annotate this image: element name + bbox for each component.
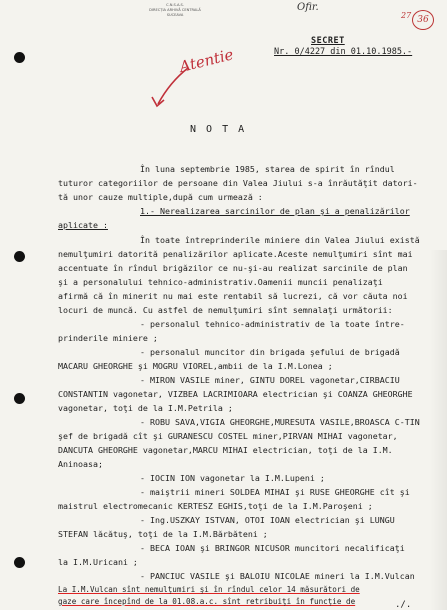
- text-line: Aninoasa;: [58, 459, 103, 469]
- text-line: MACARU GHEORGHE şi MOGRU VIOREL,ambii de la I.M.Lonea ;: [58, 361, 333, 371]
- stamp-line: C.N.S.A.S.: [166, 3, 184, 7]
- page-number-aux: 27: [401, 11, 412, 20]
- text-line: În toate întreprinderile miniere din Valea Jiului există: [140, 235, 420, 245]
- text-line: afirmă că în minerit nu mai este rentabil să lucrezi, că vor căuta noi: [58, 291, 408, 301]
- continuation-mark: ./.: [395, 600, 412, 610]
- text-line: la I.M.Uricani ;: [58, 557, 138, 567]
- stamp-line: DIRECȚIA ARHIVĂ CENTRALĂ: [149, 8, 201, 12]
- highlighted-line: gaze care începînd de la 01.08.a.c. sînt retribuiţi în funcţie de: [58, 597, 356, 606]
- text-line: - personalul tehnico-administrativ de la toate între-: [140, 319, 405, 329]
- stamp-line: SUCEAVA: [166, 13, 184, 17]
- text-line: - PANCIUC VASILE şi BALOIU NICOLAE mineri la I.M.Vulcan: [140, 571, 415, 581]
- handwritten-annotation: Atentie: [177, 45, 236, 76]
- text-line: şef de brigadă cît şi GURANESCU COSTEL miner,PIRVAN MIHAI vagonetar,: [58, 431, 398, 441]
- handwritten-note: Ofir.: [297, 2, 319, 13]
- text-line: În luna septembrie 1985, starea de spirit în rîndul: [140, 164, 395, 174]
- text-line: CONSTANTIN vagonetar, VIZBEA LACRIMIOARA electrician şi COANZA GHEORGHE: [58, 389, 413, 399]
- text-line: STEFAN lăcătuş, toţi de la I.M.Bărbăteni ;: [58, 529, 268, 539]
- text-line: prinderile miniere ;: [58, 333, 158, 343]
- page-number: 36: [412, 10, 434, 30]
- text-line: tă unor cauze multiple,după cum urmează :: [58, 192, 263, 202]
- section-heading-cont: aplicate :: [58, 220, 108, 230]
- text-line: maistrul electromecanic KERTESZ EGHIS,toţi de la I.M.Paroşeni ;: [58, 501, 373, 511]
- text-line: - IOCIN ION vagonetar la I.M.Lupeni ;: [140, 473, 325, 483]
- text-line: - ROBU SAVA,VIGIA GHEORGHE,MURESUTA VASILE,BROASCA C-TIN: [140, 417, 420, 427]
- secret-label: SECRET: [311, 36, 345, 46]
- text-line: - BECA IOAN şi BRINGOR NICUSOR muncitori necalificaţi: [140, 543, 405, 553]
- text-line: - personalul muncitor din brigada şefului de brigadă: [140, 347, 400, 357]
- text-line: - MIRON VASILE miner, GINTU DOREL vagonetar,CIRBACIU: [140, 375, 400, 385]
- text-line: DANCUTA GHEORGHE vagonetar,MARCU MIHAI electrician, toţi de la I.M.: [58, 445, 393, 455]
- text-line: accentuate în rîndul brigăzilor ce nu-şi-au realizat sarcinile de plan: [58, 263, 408, 273]
- reference-number: Nr. 0/4227 din 01.10.1985.-: [274, 47, 413, 57]
- section-heading: 1.- Nerealizarea sarcinilor de plan şi a penalizărilor: [140, 206, 410, 216]
- text-line: vagonetar, toţi de la I.M.Petrila ;: [58, 403, 233, 413]
- text-line: tuturor categoriilor de persoane din Valea Jiului s-a înrăutăţit datori-: [58, 178, 418, 188]
- text-line: - maiştrii mineri SOLDEA MIHAI şi RUSE GHEORGHE cît şi: [140, 487, 410, 497]
- highlighted-line: La I.M.Vulcan sînt nemulţumiri şi în rîndul celor 14 măsurători de: [58, 585, 360, 594]
- text-line: şi a personalului tehnico-administrativ.Oamenii muncii penalizaţi: [58, 277, 383, 287]
- document-title: N O T A: [190, 124, 247, 135]
- text-line: locuri de muncă. Cu astfel de nemulţumiri sînt semnalaţi următorii:: [58, 305, 393, 315]
- text-line: - Ing.USZKAY ISTVAN, OTOI IOAN electrician şi LUNGU: [140, 515, 395, 525]
- text-line: nemulţumiri datorită penalizărilor aplicate.Aceste nemulţumiri sînt mai: [58, 249, 413, 259]
